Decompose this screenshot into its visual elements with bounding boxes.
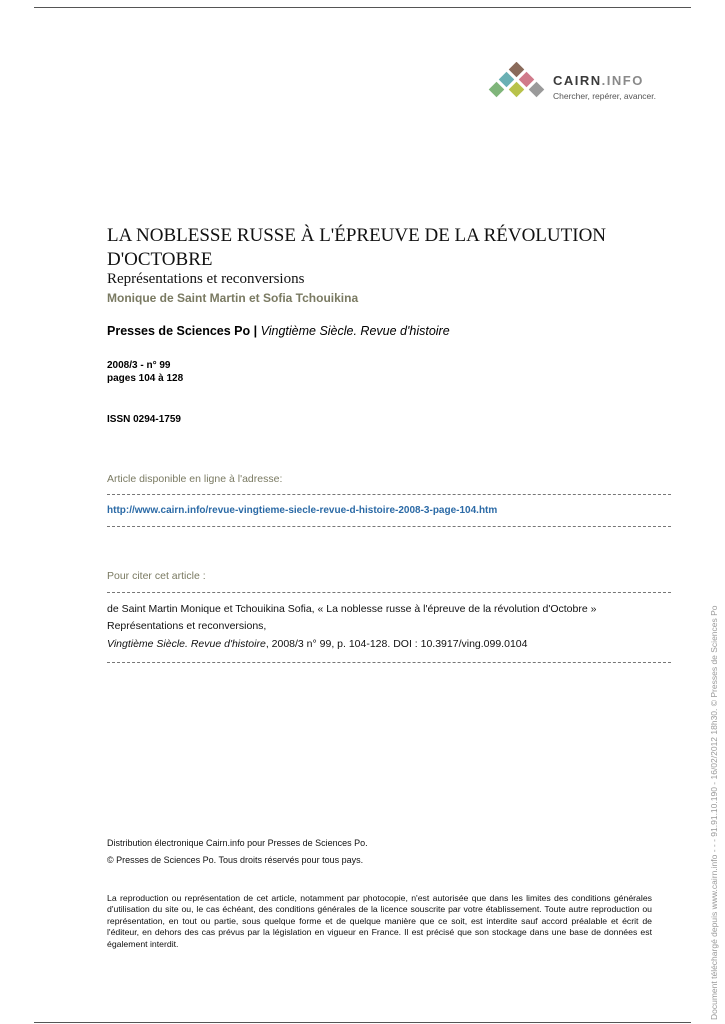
article-title: LA NOBLESSE RUSSE À L'ÉPREUVE DE LA RÉVOLUTION D'OCTOBRE bbox=[107, 225, 607, 270]
citation-line-1: de Saint Martin Monique et Tchouikina Sofia, « La noblesse russe à l'épreuve de la révolution d'Octobre » bbox=[107, 603, 597, 615]
dashed-divider bbox=[107, 526, 671, 527]
logo-diamond-bottom-left bbox=[489, 82, 505, 98]
citation-details: , 2008/3 n° 99, p. 104-128. DOI : 10.3917/ving.099.0104 bbox=[265, 638, 528, 650]
online-label: Article disponible en ligne à l'adresse: bbox=[107, 473, 283, 485]
journal-name: Vingtième Siècle. Revue d'histoire bbox=[260, 324, 450, 338]
logo-diamond-bottom-mid bbox=[509, 82, 525, 98]
dashed-divider bbox=[107, 494, 671, 495]
logo-name: CAIRN.INFO bbox=[553, 73, 644, 88]
logo-tagline: Chercher, repérer, avancer. bbox=[553, 91, 657, 101]
logo-diamond-top bbox=[509, 62, 525, 77]
top-rule bbox=[34, 7, 691, 8]
legal-notice: La reproduction ou représentation de cet article, notamment par photocopie, n'est autorisée que dans les limites des conditions générales d'utilisation du site ou, le cas échéant, des conditions générales de la licence souscrite par votre établissement. Toute autre reproduction ou représentation, en tout ou partie, sous quelque forme et de quelque manière que ce soit, est interdite sauf accord préalable et écrit de l'éditeur, en dehors des cas prévus par la législation en vigueur en France. Il est précisé que son stockage dans une base de données est également interdit. bbox=[107, 893, 652, 949]
article-authors: Monique de Saint Martin et Sofia Tchouikina bbox=[107, 291, 359, 305]
issn: ISSN 0294-1759 bbox=[107, 414, 181, 425]
copyright-note: © Presses de Sciences Po. Tous droits réservés pour tous pays. bbox=[107, 855, 364, 865]
publisher-line bbox=[107, 324, 450, 338]
distribution-note: Distribution électronique Cairn.info pour Presses de Sciences Po. bbox=[107, 838, 368, 848]
download-watermark: Document téléchargé depuis www.cairn.info - - - 91.91.10.190 - 16/02/2012 18h30. © Presses de Sciences Po bbox=[709, 605, 719, 1020]
publisher-name: Presses de Sciences Po bbox=[107, 324, 251, 338]
logo-diamond-right bbox=[519, 72, 535, 88]
citation-line-2: Représentations et reconversions, bbox=[107, 620, 267, 632]
article-url-link[interactable]: http://www.cairn.info/revue-vingtieme-siecle-revue-d-histoire-2008-3-page-104.htm bbox=[107, 505, 498, 516]
citation-line-3 bbox=[107, 638, 527, 650]
logo-diamond-left bbox=[499, 72, 515, 88]
logo-diamond-bottom-right bbox=[529, 82, 545, 98]
cite-label: Pour citer cet article : bbox=[107, 570, 206, 582]
issue-number: 2008/3 - n° 99 bbox=[107, 360, 171, 371]
citation-journal: Vingtième Siècle. Revue d'histoire bbox=[107, 638, 266, 650]
article-subtitle: Représentations et reconversions bbox=[107, 271, 305, 287]
dashed-divider bbox=[107, 592, 671, 593]
dashed-divider bbox=[107, 662, 671, 663]
page-range: pages 104 à 128 bbox=[107, 373, 184, 384]
bottom-rule bbox=[34, 1022, 691, 1023]
logo-text bbox=[553, 73, 656, 101]
publisher-separator: | bbox=[250, 324, 261, 338]
